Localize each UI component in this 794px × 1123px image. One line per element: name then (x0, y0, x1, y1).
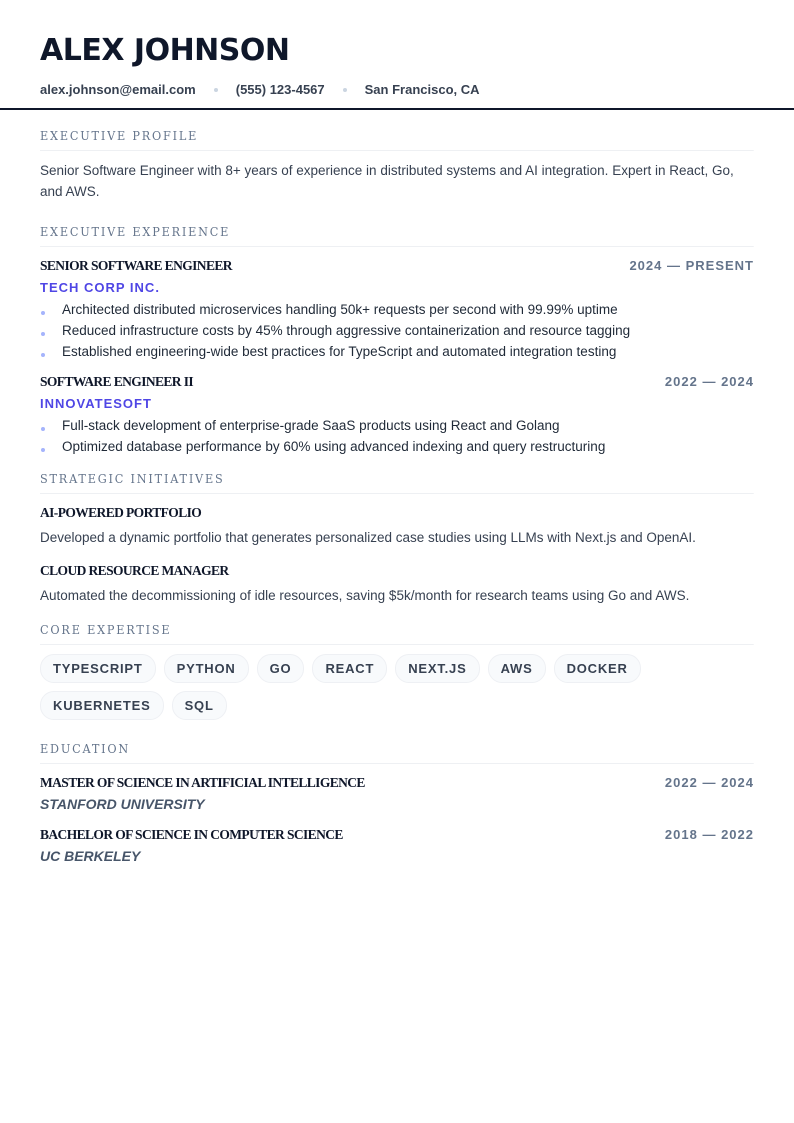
separator-dot (214, 88, 218, 92)
expertise-section (40, 622, 754, 720)
list-item (40, 320, 754, 341)
section-title: EXECUTIVE EXPERIENCE (40, 224, 753, 247)
job-header (40, 258, 754, 274)
education-dates: 2022 — 2024 (664, 775, 754, 790)
skill-chip: GO (257, 654, 305, 683)
section-title: STRATEGIC INITIATIVES (40, 471, 753, 494)
school-name: STANFORD UNIVERSITY (40, 796, 205, 812)
bullet-dot (41, 311, 45, 315)
skill-list (40, 654, 754, 720)
profile-section (40, 128, 754, 202)
bullet-text: Full-stack development of enterprise-grade SaaS products using React and Golang (62, 418, 560, 433)
section-title: EDUCATION (40, 741, 753, 764)
skill-chip: REACT (312, 654, 387, 683)
project-entry (40, 505, 754, 547)
project-entry (40, 563, 754, 605)
bullet-text: Established engineering-wide best practices for TypeScript and automated integration testing (62, 344, 617, 359)
list-item (40, 299, 754, 320)
job-bullets (40, 299, 754, 362)
skill-chip: DOCKER (554, 654, 641, 683)
education-entry (40, 827, 754, 864)
skill-chip: PYTHON (164, 654, 249, 683)
skill-chip: KUBERNETES (40, 691, 164, 720)
job-title: SOFTWARE ENGINEER II (40, 374, 194, 389)
job-entry (40, 258, 754, 362)
degree-title: BACHELOR OF SCIENCE IN COMPUTER SCIENCE (40, 827, 343, 842)
project-title: AI-POWERED PORTFOLIO (40, 505, 202, 520)
list-item (40, 341, 754, 362)
initiatives-section (40, 471, 754, 605)
location-text: San Francisco, CA (364, 82, 480, 97)
education-header (40, 827, 754, 843)
resume-header (0, 0, 794, 110)
bullet-text: Optimized database performance by 60% using advanced indexing and query restructuring (62, 439, 606, 454)
skill-chip: TYPESCRIPT (40, 654, 156, 683)
bullet-dot (41, 332, 45, 336)
phone-text: (555) 123-4567 (235, 82, 325, 97)
email-text: alex.johnson@email.com (40, 82, 196, 97)
job-title: SENIOR SOFTWARE ENGINEER (40, 258, 232, 273)
resume-body (0, 128, 794, 864)
section-title: CORE EXPERTISE (40, 622, 753, 645)
project-title: CLOUD RESOURCE MANAGER (40, 563, 229, 578)
job-entry (40, 374, 754, 457)
skill-chip: AWS (488, 654, 546, 683)
education-dates: 2018 — 2022 (664, 827, 754, 842)
job-dates: 2024 — PRESENT (629, 258, 754, 273)
job-bullets (40, 415, 754, 457)
education-entry (40, 775, 754, 812)
job-dates: 2022 — 2024 (664, 374, 754, 389)
project-description: Automated the decommissioning of idle resources, saving $5k/month for research teams using Go and AWS. (40, 588, 690, 603)
company-name: TECH CORP INC. (40, 280, 160, 295)
bullet-text: Reduced infrastructure costs by 45% through aggressive containerization and resource tagging (62, 323, 631, 338)
education-header (40, 775, 754, 791)
contact-line (40, 82, 754, 97)
school-name: UC BERKELEY (40, 848, 141, 864)
company-name: INNOVATESOFT (40, 396, 152, 411)
project-description: Developed a dynamic portfolio that generates personalized case studies using LLMs with Next.js and OpenAI. (40, 530, 696, 545)
candidate-name: ALEX JOHNSON (40, 33, 290, 68)
list-item (40, 415, 754, 436)
bullet-dot (41, 427, 45, 431)
list-item (40, 436, 754, 457)
bullet-dot (41, 448, 45, 452)
bullet-text: Architected distributed microservices handling 50k+ requests per second with 99.99% uptime (62, 302, 618, 317)
education-section (40, 741, 754, 864)
job-header (40, 374, 754, 390)
profile-summary: Senior Software Engineer with 8+ years of experience in distributed systems and AI integration. Expert in React, Go, and AWS. (40, 163, 734, 199)
degree-title: MASTER OF SCIENCE IN ARTIFICIAL INTELLIGENCE (40, 775, 365, 790)
experience-section (40, 224, 754, 457)
bullet-dot (41, 353, 45, 357)
separator-dot (343, 88, 347, 92)
skill-chip: SQL (172, 691, 227, 720)
skill-chip: NEXT.JS (395, 654, 479, 683)
section-title: EXECUTIVE PROFILE (40, 128, 753, 151)
